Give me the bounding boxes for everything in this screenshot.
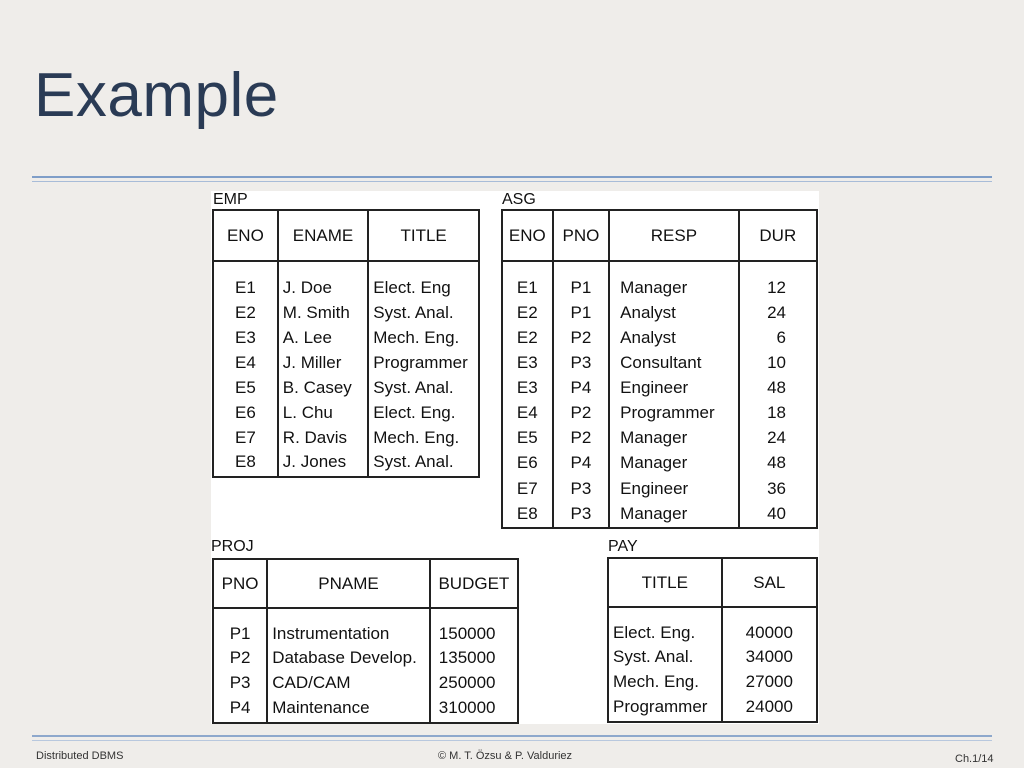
pay-cell: 40000 <box>722 607 817 644</box>
asg-label: ASG <box>502 191 536 208</box>
table-row <box>502 450 817 476</box>
asg-cell: P1 <box>553 300 610 325</box>
pay-cell: 34000 <box>722 644 817 669</box>
asg-header-eno: ENO <box>502 210 553 261</box>
emp-header-eno: ENO <box>213 210 278 261</box>
asg-cell: E5 <box>502 425 553 450</box>
proj-table <box>212 558 519 724</box>
proj-header-budget: BUDGET <box>430 559 518 608</box>
emp-cell: E5 <box>213 375 278 400</box>
asg-cell: E8 <box>502 502 553 528</box>
asg-cell: E4 <box>502 400 553 425</box>
footer-page-number: Ch.1/14 <box>955 753 994 765</box>
table-row <box>213 450 479 477</box>
asg-cell: E2 <box>502 300 553 325</box>
proj-label: PROJ <box>211 538 254 555</box>
proj-header-pno: PNO <box>213 559 267 608</box>
pay-cell: Syst. Anal. <box>608 644 722 669</box>
pay-cell: 24000 <box>722 694 817 722</box>
asg-header-resp: RESP <box>609 210 738 261</box>
asg-cell: 6 <box>739 325 817 350</box>
proj-cell: P3 <box>213 670 267 695</box>
asg-cell: 24 <box>739 425 817 450</box>
footer-divider <box>32 735 992 737</box>
proj-cell: 250000 <box>430 670 518 695</box>
asg-cell: P3 <box>553 476 610 502</box>
asg-cell: P4 <box>553 450 610 476</box>
proj-header-pname: PNAME <box>267 559 430 608</box>
asg-cell: P4 <box>553 375 610 400</box>
title-divider-thin <box>32 181 992 182</box>
asg-cell: E1 <box>502 261 553 300</box>
table-row <box>608 607 817 644</box>
emp-cell: J. Doe <box>278 261 368 300</box>
slide-title: Example <box>34 61 279 130</box>
table-row <box>213 695 518 723</box>
emp-cell: E3 <box>213 325 278 350</box>
asg-cell: Analyst <box>609 325 738 350</box>
table-row <box>213 261 479 300</box>
asg-cell: Analyst <box>609 300 738 325</box>
table-row <box>213 400 479 425</box>
asg-cell: 36 <box>739 476 817 502</box>
table-row <box>213 300 479 325</box>
emp-cell: R. Davis <box>278 425 368 450</box>
asg-table <box>501 209 818 529</box>
pay-cell: Mech. Eng. <box>608 669 722 694</box>
asg-cell: E7 <box>502 476 553 502</box>
relations-figure <box>211 191 819 724</box>
proj-cell: Database Develop. <box>267 645 430 670</box>
asg-cell: E6 <box>502 450 553 476</box>
emp-cell: E2 <box>213 300 278 325</box>
table-row <box>502 476 817 502</box>
emp-cell: Mech. Eng. <box>368 425 479 450</box>
pay-header-sal: SAL <box>722 558 817 607</box>
proj-cell: P2 <box>213 645 267 670</box>
emp-cell: Syst. Anal. <box>368 450 479 477</box>
table-row <box>608 669 817 694</box>
proj-cell: CAD/CAM <box>267 670 430 695</box>
emp-cell: Mech. Eng. <box>368 325 479 350</box>
table-row <box>502 425 817 450</box>
asg-cell: E3 <box>502 350 553 375</box>
asg-cell: E3 <box>502 375 553 400</box>
asg-header-pno: PNO <box>553 210 610 261</box>
asg-cell: Consultant <box>609 350 738 375</box>
asg-cell: P3 <box>553 350 610 375</box>
asg-cell: 24 <box>739 300 817 325</box>
table-row <box>502 502 817 528</box>
emp-cell: E7 <box>213 425 278 450</box>
footer-divider-thin <box>32 740 992 741</box>
table-row <box>502 325 817 350</box>
table-row <box>608 644 817 669</box>
emp-label: EMP <box>213 191 248 208</box>
proj-cell: 150000 <box>430 608 518 645</box>
emp-header-title: TITLE <box>368 210 479 261</box>
proj-cell: P1 <box>213 608 267 645</box>
proj-cell: Instrumentation <box>267 608 430 645</box>
pay-cell: Programmer <box>608 694 722 722</box>
asg-cell: 12 <box>739 261 817 300</box>
asg-cell: P3 <box>553 502 610 528</box>
asg-cell: E2 <box>502 325 553 350</box>
table-row <box>608 694 817 722</box>
emp-cell: E4 <box>213 350 278 375</box>
emp-table <box>212 209 480 478</box>
asg-cell: Manager <box>609 450 738 476</box>
asg-cell: 48 <box>739 450 817 476</box>
emp-cell: E1 <box>213 261 278 300</box>
asg-cell: 18 <box>739 400 817 425</box>
proj-cell: Maintenance <box>267 695 430 723</box>
emp-cell: M. Smith <box>278 300 368 325</box>
emp-header-ename: ENAME <box>278 210 368 261</box>
title-divider <box>32 176 992 178</box>
asg-cell: Manager <box>609 502 738 528</box>
asg-cell: Programmer <box>609 400 738 425</box>
asg-header-dur: DUR <box>739 210 817 261</box>
pay-label: PAY <box>608 538 638 555</box>
table-row <box>502 261 817 300</box>
emp-cell: Programmer <box>368 350 479 375</box>
table-row <box>213 425 479 450</box>
proj-cell: 310000 <box>430 695 518 723</box>
emp-cell: J. Miller <box>278 350 368 375</box>
footer-course: Distributed DBMS <box>36 750 124 762</box>
table-row <box>213 325 479 350</box>
asg-cell: Manager <box>609 261 738 300</box>
table-row <box>213 645 518 670</box>
table-row <box>213 608 518 645</box>
asg-cell: 40 <box>739 502 817 528</box>
proj-cell: 135000 <box>430 645 518 670</box>
table-row <box>213 375 479 400</box>
emp-cell: Syst. Anal. <box>368 300 479 325</box>
table-row <box>213 670 518 695</box>
emp-cell: Elect. Eng <box>368 261 479 300</box>
table-row <box>502 300 817 325</box>
emp-cell: E8 <box>213 450 278 477</box>
emp-cell: Syst. Anal. <box>368 375 479 400</box>
emp-cell: J. Jones <box>278 450 368 477</box>
asg-cell: 10 <box>739 350 817 375</box>
asg-cell: P1 <box>553 261 610 300</box>
emp-cell: A. Lee <box>278 325 368 350</box>
asg-cell: Manager <box>609 425 738 450</box>
emp-cell: L. Chu <box>278 400 368 425</box>
table-row <box>502 400 817 425</box>
asg-cell: 48 <box>739 375 817 400</box>
pay-cell: Elect. Eng. <box>608 607 722 644</box>
asg-cell: P2 <box>553 325 610 350</box>
asg-cell: Engineer <box>609 476 738 502</box>
emp-cell: Elect. Eng. <box>368 400 479 425</box>
pay-header-title: TITLE <box>608 558 722 607</box>
table-row <box>213 350 479 375</box>
table-row <box>502 375 817 400</box>
asg-cell: P2 <box>553 425 610 450</box>
footer-copyright: © M. T. Özsu & P. Valduriez <box>438 750 573 762</box>
emp-cell: B. Casey <box>278 375 368 400</box>
pay-cell: 27000 <box>722 669 817 694</box>
proj-cell: P4 <box>213 695 267 723</box>
asg-cell: P2 <box>553 400 610 425</box>
emp-cell: E6 <box>213 400 278 425</box>
asg-cell: Engineer <box>609 375 738 400</box>
pay-table <box>607 557 818 723</box>
table-row <box>502 350 817 375</box>
